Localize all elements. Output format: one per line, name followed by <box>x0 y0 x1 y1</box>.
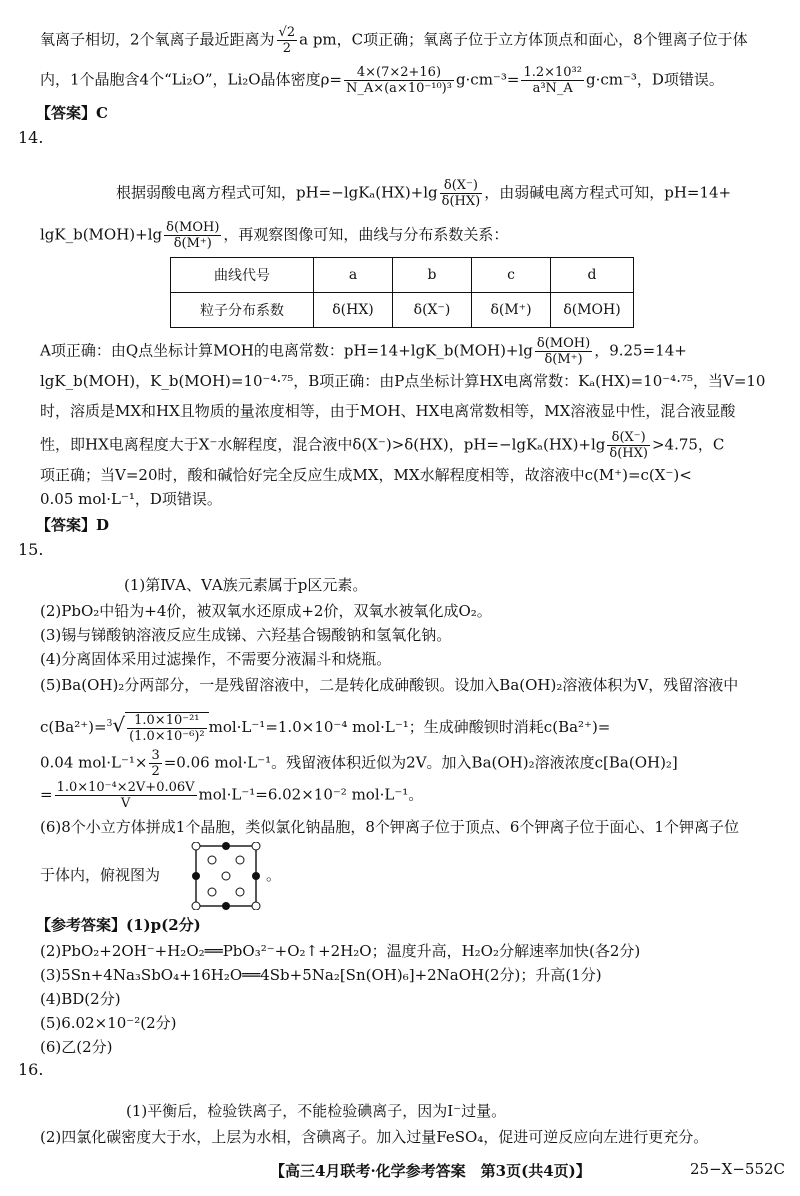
s14-line-1: 根据弱酸电离方程式可知，pH=−lgKₐ(HX)+lg $\frac{\delta(X^-)}{\delta(HX)}$ ，由弱碱电离方程式可知，pH=14+ <box>116 178 732 209</box>
table-row: 曲线代号 a b c d <box>171 258 634 293</box>
answer-13: 【答案】C <box>36 104 108 122</box>
fraction: $\frac{\text{1.0×10⁻⁴×2V+0.06V}}{V}$ <box>56 780 195 811</box>
s14-line-6: 性，即HX电离程度大于X⁻水解程度，混合液中δ(X⁻)>δ(HX)，pH=−lgKₐ(HX)+lg $\frac{\delta(X^-)}{\delta(HX)}$ >4.75，C <box>40 430 725 461</box>
answer-14: 【答案】D <box>36 516 110 534</box>
s15-p6: c(Ba²⁺)=$^3$√ $\frac{\text{1.0×10⁻²¹}}{\text{(1.0×10⁻⁶)²}}$ mol·L⁻¹=1.0×10⁻⁴ mol·L⁻¹；生成砷酸钡时消耗c(Ba²⁺)= <box>40 713 611 744</box>
s15-p3: (3)锡与锑酸钠溶液反应生成锑、六羟基合锡酸钠和氢氧化钠。 <box>40 626 452 644</box>
s15-p8: = $\frac{\text{1.0×10⁻⁴×2V+0.06V}}{V}$ mol·L⁻¹=6.02×10⁻² mol·L⁻¹。 <box>40 780 424 811</box>
s14-line-8: 0.05 mol·L⁻¹，D项错误。 <box>40 490 222 508</box>
s15-p2: (2)PbO₂中铅为+4价，被双氧水还原成+2价，双氧水被氧化成O₂。 <box>40 602 492 620</box>
table-row: 粒子分布系数 δ(HX) δ(X⁻) δ(M⁺) δ(MOH) <box>171 293 634 328</box>
s14-line-5: 时，溶质是MX和HX且物质的量浓度相等，由于MOH、HX电离常数相等，MX溶液显中性，混合液显酸 <box>40 402 736 420</box>
s15-p10-end: 。 <box>266 866 282 884</box>
s14-line-2: lgK_b(MOH)+lg $\frac{\text{δ(MOH)}}{\delta(M^+)}$ ，再观察图像可知，曲线与分布系数关系： <box>40 220 509 251</box>
s15-p10: 于体内，俯视图为 <box>40 866 161 884</box>
fraction: $\frac{\text{δ(MOH)}}{\delta(M^+)}$ <box>166 220 220 251</box>
s15-answer-5: (5)6.02×10⁻²(2分) <box>40 1014 177 1032</box>
question-number-15: 15. <box>18 540 44 559</box>
s15-answer-2: (2)PbO₂+2OH⁻+H₂O₂══PbO₃²⁻+O₂↑+2H₂O；温度升高，H₂O₂分解速率加快(各2分) <box>40 942 641 960</box>
edge-ion <box>222 842 230 850</box>
fraction: $\frac{\text{1.2×10³²}}{\text{a³N\_A}}$ <box>523 65 582 96</box>
fraction: $\frac{\text{δ(MOH)}}{\delta(M^+)}$ <box>536 336 591 367</box>
s16-p2: (2)四氯化碳密度大于水，上层为水相，含碘离子。加入过量FeSO₄，促进可逆反应向左进行更充分。 <box>40 1128 709 1146</box>
radicand <box>125 712 209 744</box>
edge-ion <box>252 872 260 880</box>
fraction: $\frac{\delta(X^-)}{\delta(HX)}$ <box>441 178 481 209</box>
s15-answer-6: (6)乙(2分) <box>40 1038 113 1056</box>
s15-answer-1: 【参考答案】(1)p(2分) <box>36 916 201 934</box>
corner-ion <box>252 902 260 910</box>
s15-p1: (1)第ⅣA、ⅤA族元素属于p区元素。 <box>124 576 368 594</box>
fraction: $\frac{\delta(X^-)}{\delta(HX)}$ <box>609 430 648 461</box>
inner-ion <box>236 856 244 864</box>
fraction: $\frac{\text{1.0×10⁻²¹}}{\text{(1.0×10⁻⁶)²}}$ <box>129 713 205 744</box>
edge-ion <box>192 872 200 880</box>
inner-ion <box>222 872 230 880</box>
s13-line-2: 内，1个晶胞含4个“Li₂O”，Li₂O晶体密度ρ= $\frac{4\times(7\times 2+16)}{\text{N\_A×(a×10⁻¹⁰)³}}$ g·cm⁻³= $\frac{\text{1.2×10³²}}{\text{a³N\_A}}$ g·cm⁻³，D项错误。 <box>40 65 724 96</box>
document-code: 25−X−552C <box>690 1160 786 1178</box>
sqrt-sign: √ <box>112 713 126 737</box>
top-view-diagram <box>190 842 262 910</box>
corner-ion <box>192 842 200 850</box>
s14-line-4: lgK_b(MOH)，K_b(MOH)=10⁻⁴·⁷⁵，B项正确：由P点坐标计算HX电离常数：Kₐ(HX)=10⁻⁴·⁷⁵，当V=10 <box>40 372 766 390</box>
s15-answer-3: (3)5Sn+4Na₃SbO₄+16H₂O══4Sb+5Na₂[Sn(OH)₆]+2NaOH(2分)；升高(1分) <box>40 966 602 984</box>
distribution-table <box>170 257 634 328</box>
fraction: $\frac{3}{2}$ <box>151 748 160 779</box>
fraction: $\frac{4\times(7\times 2+16)}{\text{N\_A×(a×10⁻¹⁰)³}}$ <box>345 65 452 96</box>
s14-line-7: 项正确；当V=20时，酸和碱恰好完全反应生成MX，MX水解程度相等，故溶液中c(M⁺)=c(X⁻)< <box>40 466 692 484</box>
inner-ion <box>236 888 244 896</box>
root-index: 3 <box>106 719 113 729</box>
fraction: $\frac{√2}{2}$ <box>278 25 296 56</box>
edge-ion <box>222 902 230 910</box>
s15-p5: (5)Ba(OH)₂分两部分，一是残留溶液中，二是转化成砷酸钡。设加入Ba(OH)₂溶液体积为V，残留溶液中 <box>40 676 739 694</box>
question-number-14: 14. <box>18 128 44 147</box>
s14-line-3: A项正确：由Q点坐标计算MOH的电离常数：pH=14+lgK_b(MOH)+lg $\frac{\text{δ(MOH)}}{\delta(M^+)}$ ，9.25=14+ <box>40 336 687 367</box>
s16-p1: (1)平衡后，检验铁离子，不能检验碘离子，因为I⁻过量。 <box>126 1102 507 1120</box>
corner-ion <box>192 902 200 910</box>
corner-ion <box>252 842 260 850</box>
page-footer: 【高三4月联考·化学参考答案 第3页(共4页)】 <box>270 1162 591 1180</box>
s15-p7: 0.04 mol·L⁻¹× $\frac{3}{2}$ =0.06 mol·L⁻¹。残留液体积近似为2V。加入Ba(OH)₂溶液浓度c[Ba(OH)₂] <box>40 748 678 779</box>
s15-answer-4: (4)BD(2分) <box>40 990 121 1008</box>
inner-ion <box>208 856 216 864</box>
s15-p9: (6)8个小立方体拼成1个晶胞，类似氯化钠晶胞，8个钾离子位于顶点、6个钾离子位于面心、1个钾离子位 <box>40 818 739 836</box>
s15-p4: (4)分离固体采用过滤操作，不需要分液漏斗和烧瓶。 <box>40 650 392 668</box>
inner-ion <box>208 888 216 896</box>
s13-line-1: 氧离子相切，2个氧离子最近距离为 $\frac{√2}{2}$ a pm，C项正确；氧离子位于立方体顶点和面心，8个锂离子位于体 <box>40 25 748 56</box>
question-number-16: 16. <box>18 1060 44 1079</box>
